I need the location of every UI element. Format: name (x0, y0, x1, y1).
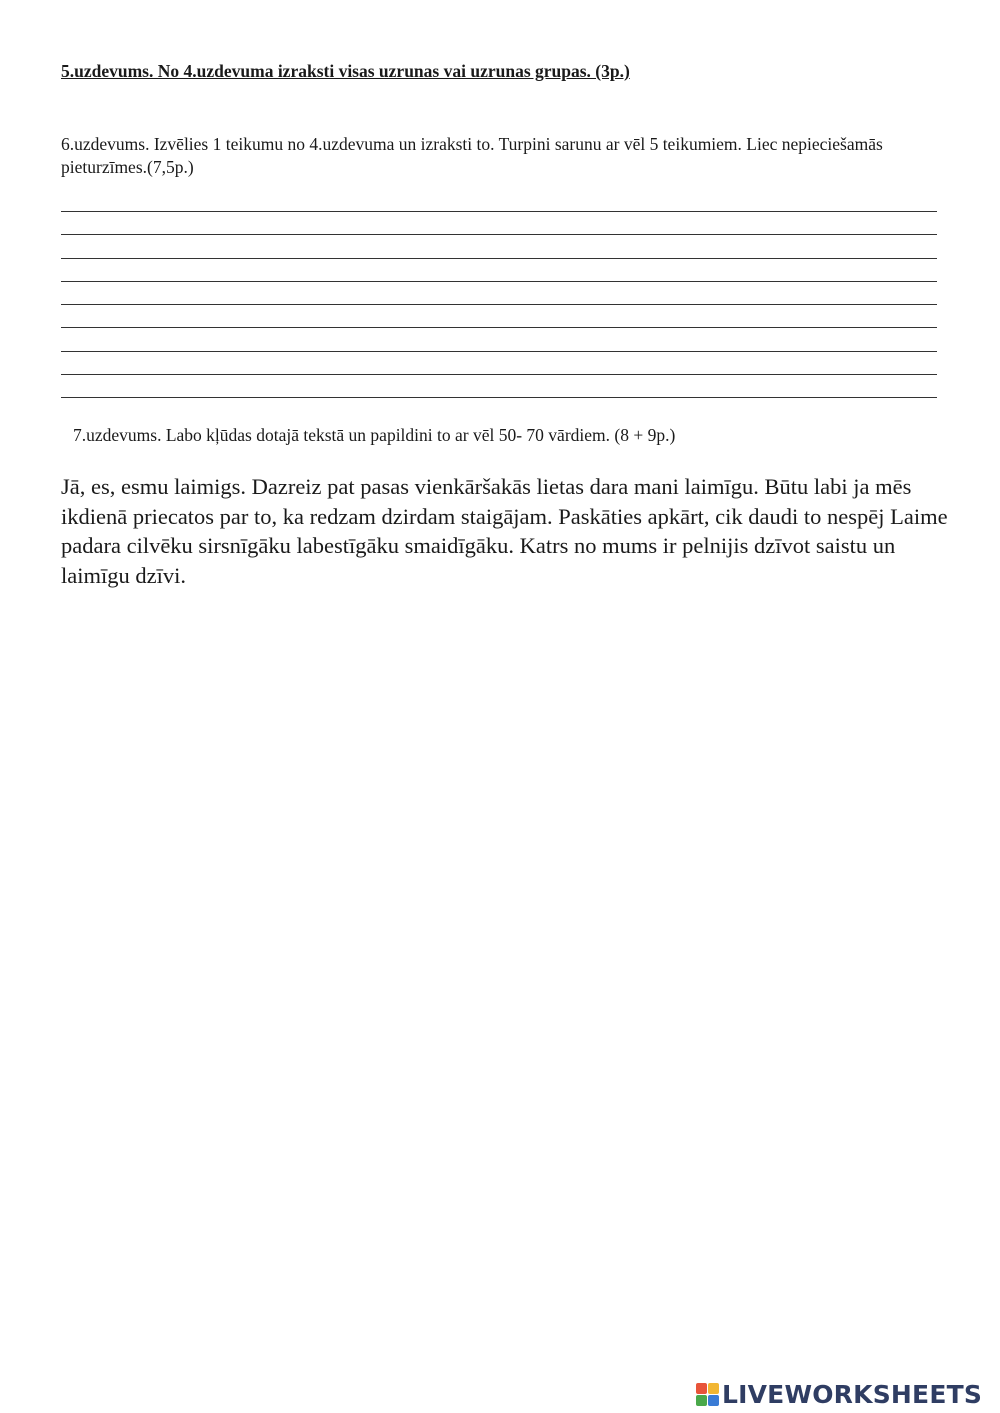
answer-line[interactable] (61, 397, 937, 420)
logo-text: LIVEWORKSHEETS (722, 1379, 983, 1409)
correction-passage: Jā, es, esmu laimigs. Dazreiz pat pasas vienkāršakās lietas dara mani laimīgu. Būtu labi ja mēs ikdienā priecatos par to, ka redzam dzirdam staigājam. Paskāties apkārt, cik daudi to nespēj Laime padara cilvēku sirsnīgāku labestīgāku smaidīgāku. Katrs no mums ir pelnijis dzīvot saistu un laimīgu dzīvi. (61, 474, 948, 588)
answer-line[interactable] (61, 234, 937, 257)
task-6-instruction: 6.uzdevums. Izvēlies 1 teikumu no 4.uzdevuma un izraksti to. Turpini sarunu ar vēl 5 teikumiem. Liec nepieciešamās pieturzīmes.(7,5p.) (61, 134, 883, 177)
logo-square-red (696, 1383, 707, 1394)
answer-line[interactable] (61, 351, 937, 374)
task-7-instruction: 7.uzdevums. Labo kļūdas dotajā tekstā un papildini to ar vēl 50- 70 vārdiem. (8 + 9p.) (73, 425, 676, 445)
answer-line[interactable] (61, 327, 937, 350)
answer-lines (61, 211, 937, 421)
answer-line[interactable] (61, 281, 937, 304)
answer-line[interactable] (61, 374, 937, 397)
liveworksheets-logo[interactable] (696, 1376, 982, 1412)
logo-square-yellow (708, 1383, 719, 1394)
liveworksheets-logo-icon (696, 1383, 719, 1406)
logo-square-green (696, 1395, 707, 1406)
answer-line[interactable] (61, 258, 937, 281)
answer-line[interactable] (61, 304, 937, 327)
answer-line[interactable] (61, 211, 937, 234)
task-5-heading: 5.uzdevums. No 4.uzdevuma izraksti visas uzrunas vai uzrunas grupas. (3p.) (61, 61, 630, 81)
logo-square-blue (708, 1395, 719, 1406)
